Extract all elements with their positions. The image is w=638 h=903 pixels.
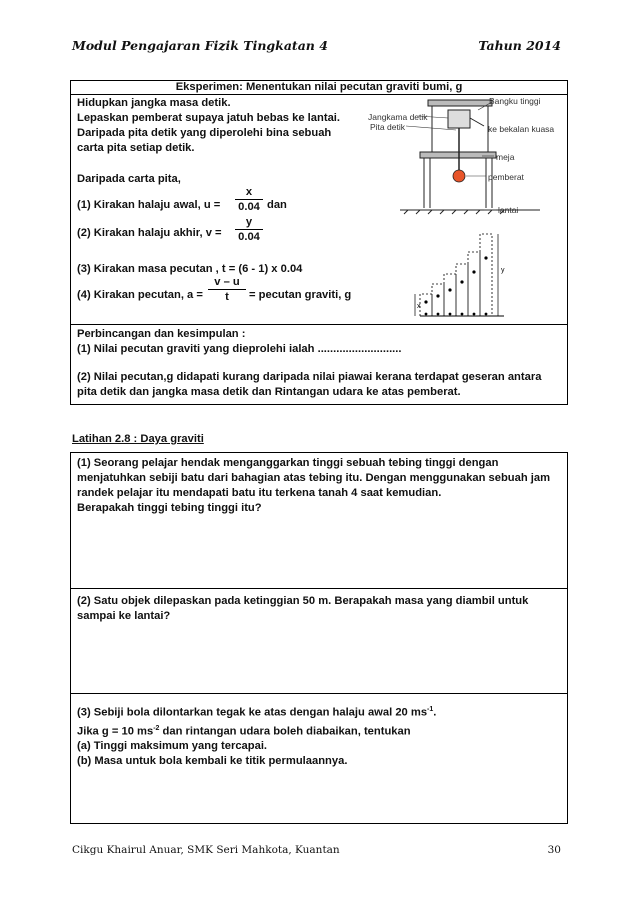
weight-bob — [453, 170, 465, 182]
tape-strips — [420, 234, 492, 316]
exercise-divider-1 — [70, 588, 568, 589]
label-weight: pemberat — [488, 172, 524, 182]
apparatus-diagram — [360, 96, 565, 220]
label-power — [488, 124, 554, 134]
question-3-line-2-post: dan rintangan udara boleh diabaikan, tentukan — [159, 725, 411, 738]
tape-axis-y: y — [501, 267, 505, 274]
question-3-part-a: (a) Tinggi maksimum yang tercapai. — [77, 740, 268, 753]
question-3-line-1: (3) Sebiji bola dilontarkan tegak ke atas dengan halaju awal 20 $ms^{-1}$. — [77, 706, 437, 719]
header-title: Modul Pengajaran Fizik Tingkatan 4 — [72, 38, 328, 53]
footer-page-number: 30 — [547, 844, 561, 856]
question-3-line-2-sup: -2 — [153, 724, 160, 732]
eq1-fraction — [235, 186, 263, 213]
eq2-denominator: 0.04 — [238, 231, 260, 243]
exercise-title: Latihan 2.8 : Daya graviti — [72, 433, 204, 445]
eq2-numerator: y — [245, 216, 253, 228]
question-3-part-b: (b) Masa untuk bola kembali ke titik permulaannya. — [77, 755, 348, 768]
question-1 — [77, 456, 562, 516]
experiment-title: Eksperimen: Menentukan nilai pecutan graviti bumi, g — [175, 81, 463, 93]
label-timer: Jangkama detik — [368, 112, 428, 122]
eq1-label: (1) Kirakan halaju awal, u = — [77, 199, 221, 211]
question-3 — [77, 702, 562, 769]
question-3-line-2 — [77, 721, 562, 740]
label-power-text: ke bekalan kuasa — [488, 124, 555, 134]
step-3: Daripada pita detik yang diperolehi bina sebuah carta pita setiap detik. — [77, 127, 332, 154]
discussion-2: (2) Nilai pecutan,g didapati kurang daripada nilai piawai kerana terdapat geseran antara pita detik dan jangka masa detik dan Rintangan udara ke atas pemberat. — [77, 371, 542, 398]
eq1-denominator: 0.04 — [238, 201, 260, 213]
experiment-discussion-divider — [70, 324, 568, 325]
label-stand: Bangku tinggi — [489, 96, 541, 106]
question-3-line-2-pre: Jika g = 10 ms — [77, 725, 154, 738]
tape-axis-x: x — [417, 303, 421, 310]
eq4-suffix: = pecutan graviti, g — [249, 289, 352, 301]
tape-chart — [412, 220, 522, 320]
question-3-line-1-text: (3) Sebiji bola dilontarkan tegak ke atas dengan halaju awal 20 ms — [77, 706, 428, 719]
eq4-denominator: t — [225, 291, 229, 303]
discussion-1: (1) Nilai pecutan graviti yang dieprolehi ialah ........................... — [77, 343, 402, 355]
eq2-fraction — [235, 216, 263, 243]
label-floor: lantai — [498, 205, 519, 215]
step-1: Hidupkan jangka masa detik. — [77, 97, 231, 109]
chart-intro: Daripada carta pita, — [77, 173, 181, 185]
eq4-numerator: v – u — [214, 276, 240, 288]
eq4-fraction — [208, 276, 246, 303]
experiment-steps — [77, 96, 357, 156]
question-2: (2) Satu objek dilepaskan pada ketinggian 50 m. Berapakah masa yang diambil untuk sampai ke lantai? — [77, 595, 529, 622]
eq4-label: (4) Kirakan pecutan, a = — [77, 289, 203, 301]
eq1-numerator: x — [245, 186, 253, 198]
question-1-text: (1) Seorang pelajar hendak menganggarkan tinggi sebuah tebing tinggi dengan menjatuhkan sebiji batu dari bahagian atas tebing itu. Dengan menggunakan sebuah jam randek pelajar itu mendapati batu itu terkena tanah 4 saat kemudian. — [77, 457, 551, 499]
exercise-divider-2 — [70, 693, 568, 694]
eq1-suffix: dan — [267, 199, 287, 211]
header-year: Tahun 2014 — [478, 38, 561, 53]
step-2: Lepaskan pemberat supaya jatuh bebas ke lantai. — [77, 112, 341, 124]
label-table: meja — [496, 152, 515, 162]
eq2-label: (2) Kirakan halaju akhir, v = — [77, 227, 222, 239]
question-1-ask: Berapakah tinggi tebing tinggi itu? — [77, 502, 262, 514]
footer-author: Cikgu Khairul Anuar, SMK Seri Mahkota, Kuantan — [72, 844, 340, 856]
eq3: (3) Kirakan masa pecutan , t = (6 - 1) x 0.04 — [77, 263, 303, 275]
discussion-title: Perbincangan dan kesimpulan : — [77, 328, 246, 340]
label-tape: Pita detik — [370, 122, 405, 132]
question-3-line-1-sup: -1 — [427, 706, 434, 713]
